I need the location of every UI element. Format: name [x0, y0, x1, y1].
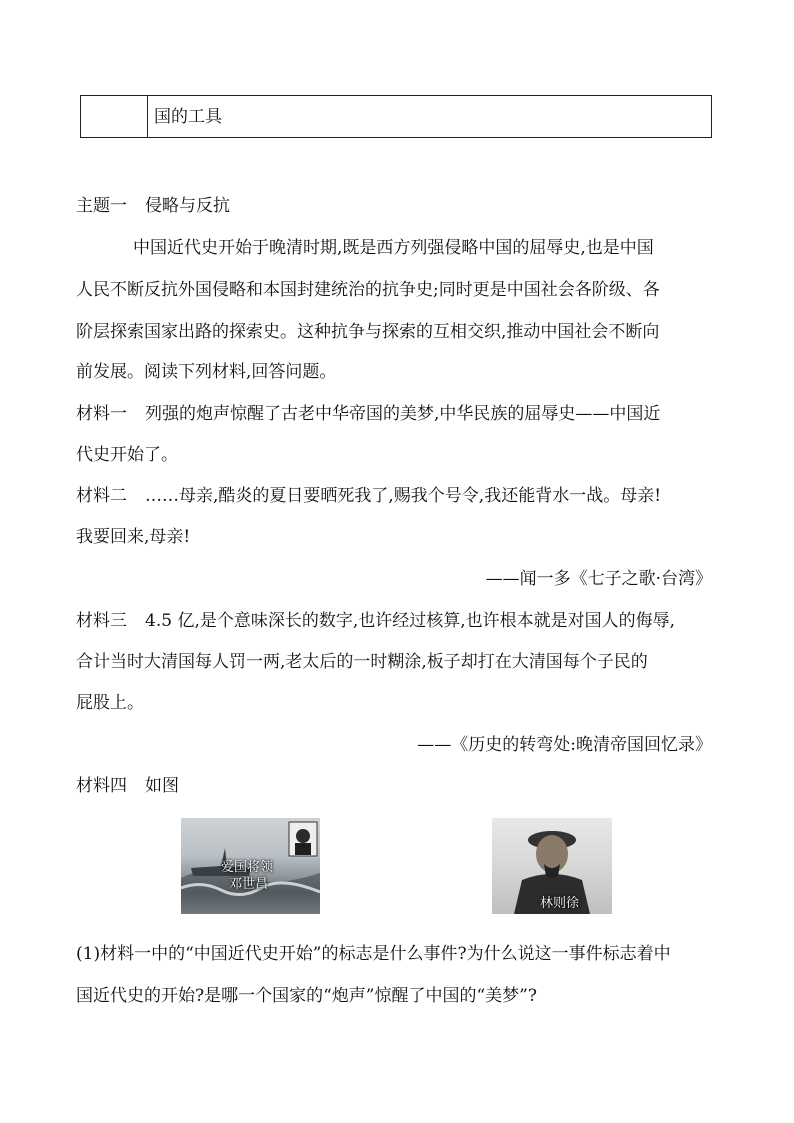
material-text: ……母亲,酷炎的夏日要晒死我了,赐我个号令,我还能背水一战。母亲!: [145, 486, 662, 506]
material-label: 材料三: [76, 611, 127, 631]
question-1-cont: 国近代史的开始?是哪一个国家的“炮声”惊醒了中国的“美梦”?: [76, 986, 537, 1006]
material-4: [76, 774, 179, 798]
material-text: 我要回来,母亲!: [76, 527, 191, 547]
material-text: 代史开始了。: [76, 445, 178, 465]
material-text: 如图: [145, 776, 179, 796]
material-text: 合计当时大清国每人罚一两,老太后的一时糊涂,板子却打在大清国每个子民的: [76, 652, 648, 672]
intro-line: 中国近代史开始于晚清时期,既是西方列强侵略中国的屈辱史,也是中国: [133, 238, 654, 258]
material-text: 列强的炮声惊醒了古老中华帝国的美梦,中华民族的屈辱史——中国近: [145, 404, 661, 424]
table-row: [80, 95, 712, 138]
material-source: ——闻一多《七子之歌·台湾》: [485, 569, 712, 589]
topic-label: 主题一: [76, 196, 127, 216]
topic-title: 侵略与反抗: [145, 196, 230, 216]
topic-heading: [76, 194, 230, 218]
material-label: 材料一: [76, 404, 127, 424]
question-1: (1)材料一中的“中国近代史开始”的标志是什么事件?为什么说这一事件标志着中: [76, 944, 671, 964]
material-source: ——《历史的转弯处:晚清帝国回忆录》: [417, 735, 712, 755]
material-label: 材料二: [76, 486, 127, 506]
deng-shichang-image: [181, 818, 320, 914]
material-label: 材料四: [76, 776, 127, 796]
image-caption: 邓世昌: [229, 877, 269, 892]
table-cell-empty: [81, 96, 148, 137]
table-cell-text: 国的工具: [154, 107, 222, 127]
lin-zexu-image: [492, 818, 612, 914]
intro-line: 前发展。阅读下列材料,回答问题。: [76, 362, 337, 382]
material-2: [76, 484, 661, 508]
material-text: 4.5 亿,是个意味深长的数字,也许经过核算,也许根本就是对国人的侮辱,: [145, 611, 676, 631]
material-3: [76, 609, 675, 633]
intro-line: 阶层探索国家出路的探索史。这种抗争与探索的互相交织,推动中国社会不断向: [76, 322, 660, 342]
image-caption: 林则徐: [540, 896, 580, 911]
intro-line: 人民不断反抗外国侵略和本国封建统治的抗争史;同时更是中国社会各阶级、各: [76, 280, 660, 300]
material-1: [76, 402, 660, 426]
image-caption: 爱国将领: [221, 860, 274, 875]
material-text: 屁股上。: [76, 693, 144, 713]
